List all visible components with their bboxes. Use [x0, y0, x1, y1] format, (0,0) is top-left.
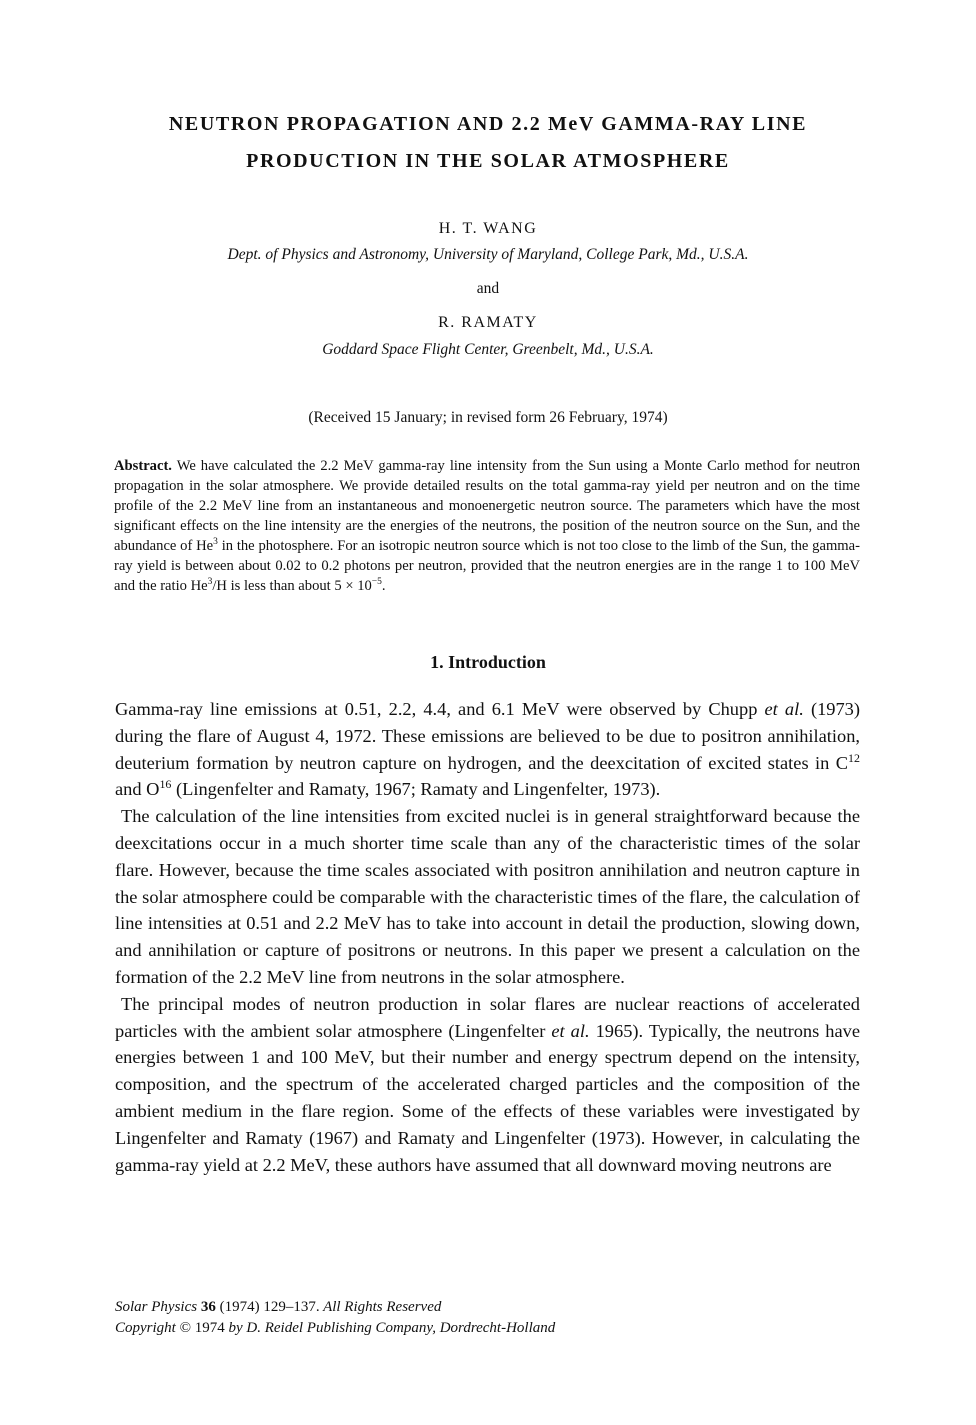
- received-dates: (Received 15 January; in revised form 26 February, 1974): [308, 409, 668, 426]
- section-heading: 1. Introduction: [430, 652, 546, 672]
- footer-copyright-word: Copyright: [115, 1320, 176, 1336]
- paper-title: [100, 106, 876, 180]
- author-conjunction: and: [476, 280, 500, 297]
- p1-text-b: (1973) during the flare of August 4, 1972. These emissions are believed to be due to positron annihilation, deuterium formation by neutron capture on hydrogen, and the deexcitation of excited states in C: [115, 699, 860, 773]
- title-line-1: NEUTRON PROPAGATION AND 2.2 MeV GAMMA-RAY LINE: [168, 113, 808, 135]
- author-2-name: R. RAMATY: [438, 314, 538, 331]
- paragraph-1: [115, 696, 860, 803]
- p3-text-a: The principal modes of neutron production in solar flares are nuclear reactions of accelerated particles with the ambient solar atmosphere (Lingenfelter: [115, 993, 860, 1041]
- paragraph-2: The calculation of the line intensities from excited nuclei is in general straightforward because the deexcitations occur in a much shorter time scale than any of the characteristic times of the solar flare. However, because the time scales associated with positron annihilation and neutron capture in the solar atmosphere could be comparable with the characteristic times of the flare, the calculation of line intensities at 0.51 and 2.2 MeV has to take into account in detail the production, slowing down, and annihilation or capture of positrons or neutrons. In this paper we present a calculation on the formation of the 2.2 MeV line from neutrons in the solar atmosphere.: [115, 806, 860, 987]
- p3-text-b: 1965). Typically, the neutrons have energies between 1 and 100 MeV, but their number and energy spectrum depend on the intensity, composition, and the spectrum of the accelerated charged particles and the composition of the ambient medium in the flare region. Some of the effects of these variables were investigated by Lingenfelter and Ramaty (1967) and Ramaty and Lingenfelter (1973). However, in calculating the gamma-ray yield at 2.2 MeV, these authors have assumed that all downward moving neutrons are: [115, 1020, 860, 1175]
- p1-text-c: and O: [115, 779, 160, 800]
- abstract: [114, 456, 860, 596]
- abstract-text-b: in the photosphere. For an isotropic neutron source which is not too close to the limb of the Sun, the gamma-ray yield is between about 0.02 to 0.2 photons per neutron, provided that the neutron energies are in the range 1 to 100 MeV and the ratio He: [114, 538, 860, 594]
- abstract-text-d: .: [381, 578, 386, 594]
- footer-journal: Solar Physics: [115, 1299, 198, 1315]
- footer-volume: 36: [200, 1299, 216, 1315]
- p1-text-a: Gamma-ray line emissions at 0.51, 2.2, 4.4, and 6.1 MeV were observed by Chupp: [115, 699, 765, 719]
- abstract-sup-c: −5: [371, 577, 382, 588]
- footer-publisher: by D. Reidel Publishing Company, Dordrecht-Holland: [228, 1320, 556, 1336]
- paragraph-3: [115, 991, 860, 1179]
- p1-text-d: (Lingenfelter and Ramaty, 1967; Ramaty and Lingenfelter, 1973).: [171, 779, 661, 800]
- author-1-affiliation: Dept. of Physics and Astronomy, University of Maryland, College Park, Md., U.S.A.: [227, 246, 749, 263]
- footer-rights: All Rights Reserved: [323, 1299, 442, 1315]
- copyright-symbol: ©: [179, 1320, 191, 1336]
- author-1-name: H. T. WANG: [438, 220, 538, 237]
- abstract-sup-a: 3: [213, 537, 218, 548]
- footer-copyright-year: 1974: [194, 1320, 225, 1336]
- footer-citation-rest: (1974) 129–137.: [219, 1299, 320, 1315]
- footer-citation: [115, 1297, 860, 1318]
- page-footer: [115, 1297, 860, 1339]
- author-2-affiliation: Goddard Space Flight Center, Greenbelt, Md., U.S.A.: [322, 341, 654, 358]
- p1-sup-1: 12: [848, 750, 860, 765]
- title-line-2: PRODUCTION IN THE SOLAR ATMOSPHERE: [246, 150, 730, 172]
- p1-etal: et al.: [764, 699, 804, 719]
- abstract-sup-b: 3: [207, 577, 213, 588]
- abstract-text-a: We have calculated the 2.2 MeV gamma-ray line intensity from the Sun using a Monte Carlo method for neutron propagation in the solar atmosphere. We provide detailed results on the total gamma-ray yield per neutron and on the time profile of the 2.2 MeV line from an instantaneous and monoenergetic neutron source. The parameters which have the most significant effects on the line intensity are the energies of the neutrons, the position of the neutron source on the Sun, and the abundance of He: [114, 458, 860, 554]
- p1-sup-2: 16: [159, 777, 172, 792]
- footer-copyright: [115, 1318, 860, 1339]
- abstract-text-c: /H is less than about 5 × 10: [212, 578, 372, 594]
- p3-etal: et al.: [551, 1020, 590, 1041]
- body-text: [115, 696, 860, 1178]
- abstract-label: Abstract.: [114, 458, 172, 474]
